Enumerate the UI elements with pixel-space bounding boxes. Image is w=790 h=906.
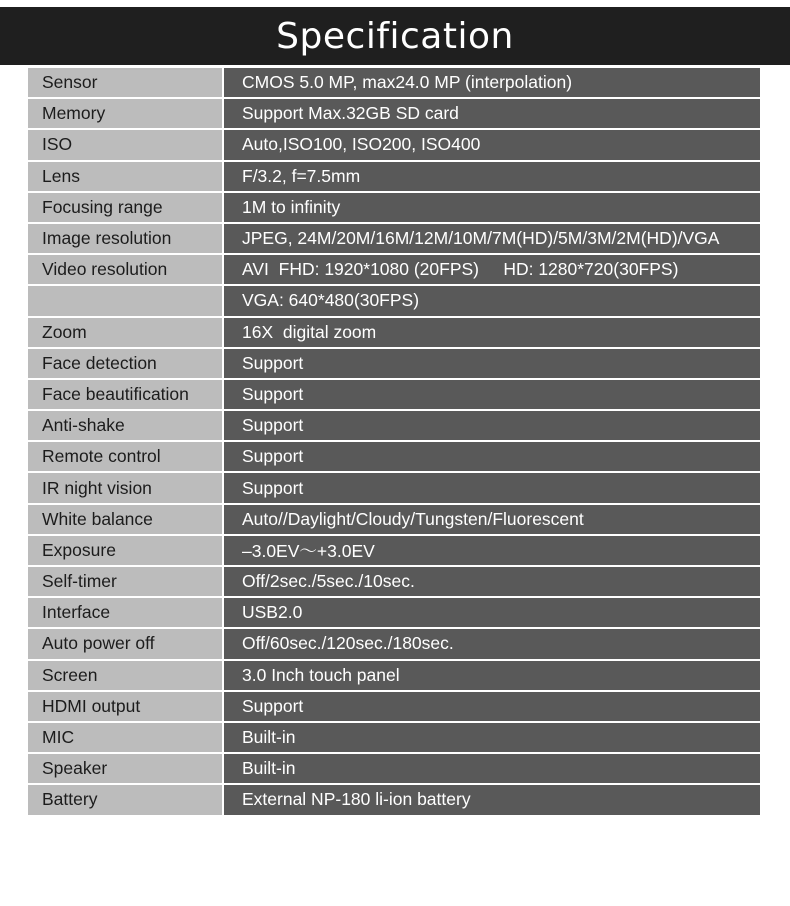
spec-label: MIC: [28, 723, 222, 752]
spec-value: VGA: 640*480(30FPS): [222, 286, 760, 315]
spec-label: Anti-shake: [28, 411, 222, 440]
spec-label: Auto power off: [28, 629, 222, 658]
spec-label: Image resolution: [28, 224, 222, 253]
spec-value: Support: [222, 349, 760, 378]
spec-value: Built-in: [222, 723, 760, 752]
spec-value: AVI FHD: 1920*1080 (20FPS) HD: 1280*720(30FPS): [222, 255, 760, 284]
spec-row: [28, 99, 760, 130]
spec-value: Support: [222, 380, 760, 409]
spec-label: Battery: [28, 785, 222, 814]
spec-value: Support Max.32GB SD card: [222, 99, 760, 128]
spec-label: HDMI output: [28, 692, 222, 721]
spec-label: ISO: [28, 130, 222, 159]
spec-row: [28, 255, 760, 286]
spec-value: JPEG, 24M/20M/16M/12M/10M/7M(HD)/5M/3M/2M(HD)/VGA: [222, 224, 760, 253]
spec-label: Face detection: [28, 349, 222, 378]
spec-value: Support: [222, 692, 760, 721]
spec-table: [28, 68, 760, 817]
spec-value: External NP-180 li-ion battery: [222, 785, 760, 814]
spec-row: [28, 692, 760, 723]
spec-label: Video resolution: [28, 255, 222, 284]
spec-row: [28, 68, 760, 99]
spec-value: 16X digital zoom: [222, 318, 760, 347]
spec-label: Zoom: [28, 318, 222, 347]
spec-label: [28, 286, 222, 315]
spec-value: –3.0EV～+3.0EV: [222, 536, 760, 565]
spec-label: IR night vision: [28, 473, 222, 502]
spec-value: Support: [222, 411, 760, 440]
spec-label: Speaker: [28, 754, 222, 783]
spec-row: [28, 723, 760, 754]
spec-label: White balance: [28, 505, 222, 534]
title-banner: [0, 7, 790, 65]
spec-value: F/3.2, f=7.5mm: [222, 162, 760, 191]
spec-row: [28, 442, 760, 473]
spec-value: Built-in: [222, 754, 760, 783]
spec-label: Remote control: [28, 442, 222, 471]
spec-row: [28, 629, 760, 660]
spec-row: [28, 567, 760, 598]
spec-row: [28, 411, 760, 442]
spec-value: USB2.0: [222, 598, 760, 627]
spec-label: Face beautification: [28, 380, 222, 409]
spec-label: Memory: [28, 99, 222, 128]
spec-label: Screen: [28, 661, 222, 690]
spec-label: Sensor: [28, 68, 222, 97]
spec-row: [28, 505, 760, 536]
spec-label: Exposure: [28, 536, 222, 565]
spec-row: [28, 286, 760, 317]
spec-row: [28, 473, 760, 504]
spec-value: Support: [222, 442, 760, 471]
spec-value: Support: [222, 473, 760, 502]
spec-value: 1M to infinity: [222, 193, 760, 222]
spec-label: Interface: [28, 598, 222, 627]
spec-row: [28, 380, 760, 411]
spec-row: [28, 193, 760, 224]
page-title: Specification: [276, 15, 514, 57]
spec-row: [28, 598, 760, 629]
spec-label: Lens: [28, 162, 222, 191]
spec-row: [28, 349, 760, 380]
spec-value: 3.0 Inch touch panel: [222, 661, 760, 690]
spec-value: CMOS 5.0 MP, max24.0 MP (interpolation): [222, 68, 760, 97]
spec-row: [28, 130, 760, 161]
spec-value: Off/60sec./120sec./180sec.: [222, 629, 760, 658]
spec-row: [28, 224, 760, 255]
spec-row: [28, 661, 760, 692]
spec-row: [28, 536, 760, 567]
spec-value: Off/2sec./5sec./10sec.: [222, 567, 760, 596]
spec-row: [28, 785, 760, 816]
spec-label: Self-timer: [28, 567, 222, 596]
spec-label: Focusing range: [28, 193, 222, 222]
spec-value: Auto,ISO100, ISO200, ISO400: [222, 130, 760, 159]
spec-row: [28, 754, 760, 785]
spec-row: [28, 162, 760, 193]
spec-value: Auto//Daylight/Cloudy/Tungsten/Fluorescent: [222, 505, 760, 534]
spec-row: [28, 318, 760, 349]
